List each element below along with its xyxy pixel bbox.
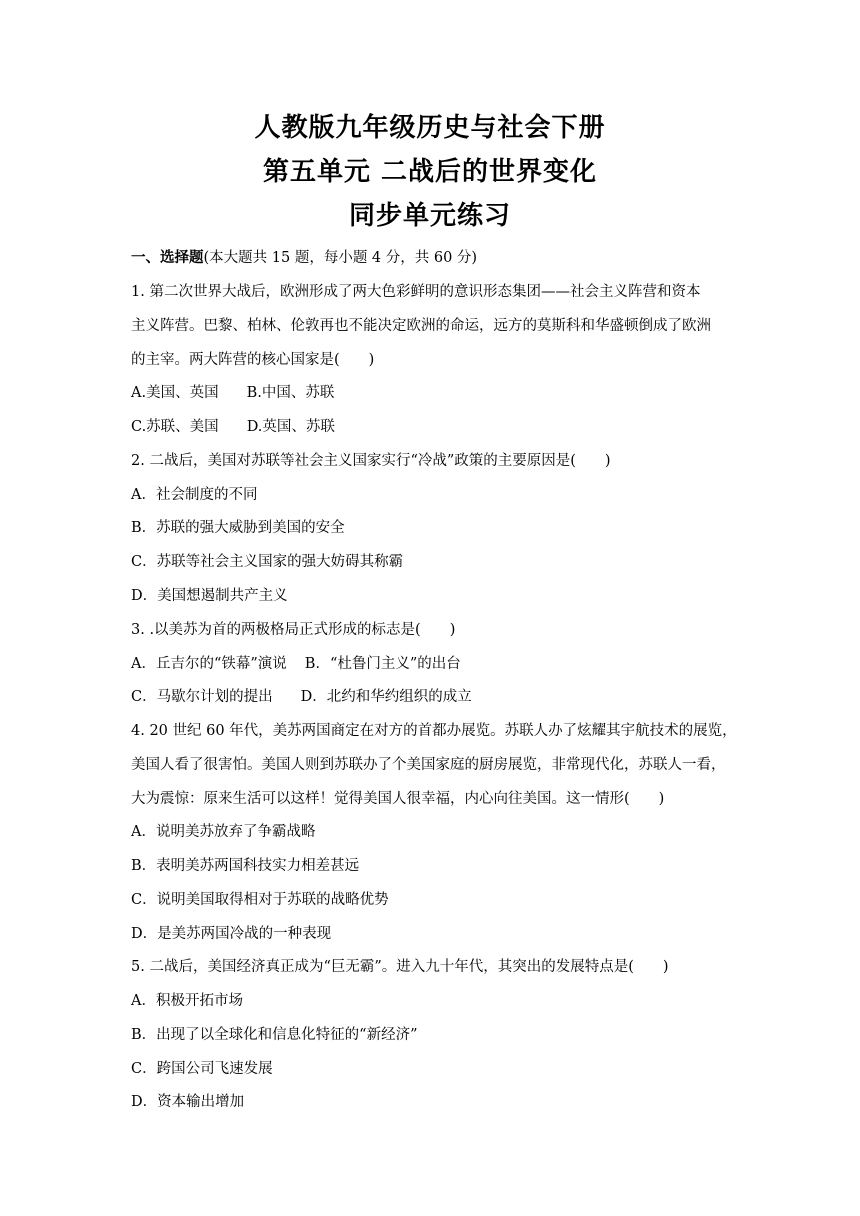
question-4-line-1: 4. 20 世纪 60 年代，美苏两国商定在对方的首都办展览。苏联人办了炫耀其宇航技术的展览， — [131, 723, 737, 739]
question-1-options-row-1 — [131, 383, 731, 403]
question-5-option-a: A．积极开拓市场 — [131, 993, 243, 1009]
question-5-option-d: D．资本输出增加 — [131, 1094, 245, 1110]
question-3-option-b: B．“杜鲁门主义”的出台 — [304, 656, 461, 672]
question-3-option-d: D．北约和华约组织的成立 — [300, 689, 472, 705]
question-4-line-3: 大为震惊：原来生活可以这样！觉得美国人很幸福，内心向往美国。这一情形( ) — [131, 791, 665, 807]
question-5-option-b: B．出现了以全球化和信息化特征的“新经济” — [131, 1027, 418, 1043]
document-title-line3: 同步单元练习 — [348, 201, 511, 231]
question-4-option-a: A．说明美苏放弃了争霸战略 — [131, 824, 316, 840]
question-4-option-c: C．说明美国取得相对于苏联的战略优势 — [131, 892, 389, 908]
question-3-options-row-2 — [131, 687, 731, 707]
question-5-line-1: 5. 二战后，美国经济真正成为“巨无霸”。进入九十年代，其突出的发展特点是( ) — [131, 959, 669, 975]
question-2-option-b: B．苏联的强大威胁到美国的安全 — [131, 520, 345, 536]
question-1-option-b: B.中国、苏联 — [246, 385, 335, 401]
question-3-option-a: A．丘吉尔的“铁幕”演说 — [131, 656, 287, 672]
question-1-option-a: A.美国、英国 — [131, 385, 219, 401]
question-4-option-b: B．表明美苏两国科技实力相差甚远 — [131, 858, 360, 874]
question-2-option-d: D．美国想遏制共产主义 — [131, 588, 288, 604]
document-title-line2: 第五单元 二战后的世界变化 — [262, 157, 598, 187]
document-title-line1: 人教版九年级历史与社会下册 — [254, 113, 606, 143]
question-5-option-c: C．跨国公司飞速发展 — [131, 1061, 273, 1077]
question-2-option-c: C．苏联等社会主义国家的强大妨碍其称霸 — [131, 554, 404, 570]
question-4-option-d: D．是美苏两国冷战的一种表现 — [131, 926, 332, 942]
question-1-line-1: 1. 第二次世界大战后，欧洲形成了两大色彩鲜明的意识形态集团——社会主义阵营和资本 — [131, 284, 701, 300]
question-3-line-1: 3. .以美苏为首的两极格局正式形成的标志是( ) — [131, 622, 456, 638]
section-note: (本大题共 15 题，每小题 4 分，共 60 分) — [203, 250, 478, 266]
question-1-line-2: 主义阵营。巴黎、柏林、伦敦再也不能决定欧洲的命运，远方的莫斯科和华盛顿倒成了欧洲 — [131, 318, 711, 334]
question-4-line-2: 美国人看了很害怕。美国人则到苏联办了个美国家庭的厨房展览，非常现代化，苏联人一看， — [131, 757, 726, 773]
question-2-line-1: 2. 二战后，美国对苏联等社会主义国家实行“冷战”政策的主要原因是( ) — [131, 453, 611, 469]
question-3-options-row-1 — [131, 654, 731, 674]
question-1-options-row-2 — [131, 417, 731, 437]
question-3-option-c: C．马歇尔计划的提出 — [131, 689, 273, 705]
question-1-line-3: 的主宰。两大阵营的核心国家是( ) — [131, 352, 375, 368]
section-heading — [131, 248, 731, 268]
question-1-option-c: C.苏联、美国 — [131, 419, 219, 435]
section-label: 一、选择题 — [131, 250, 204, 266]
question-2-option-a: A．社会制度的不同 — [131, 487, 258, 503]
question-1-option-d: D.英国、苏联 — [246, 419, 335, 435]
